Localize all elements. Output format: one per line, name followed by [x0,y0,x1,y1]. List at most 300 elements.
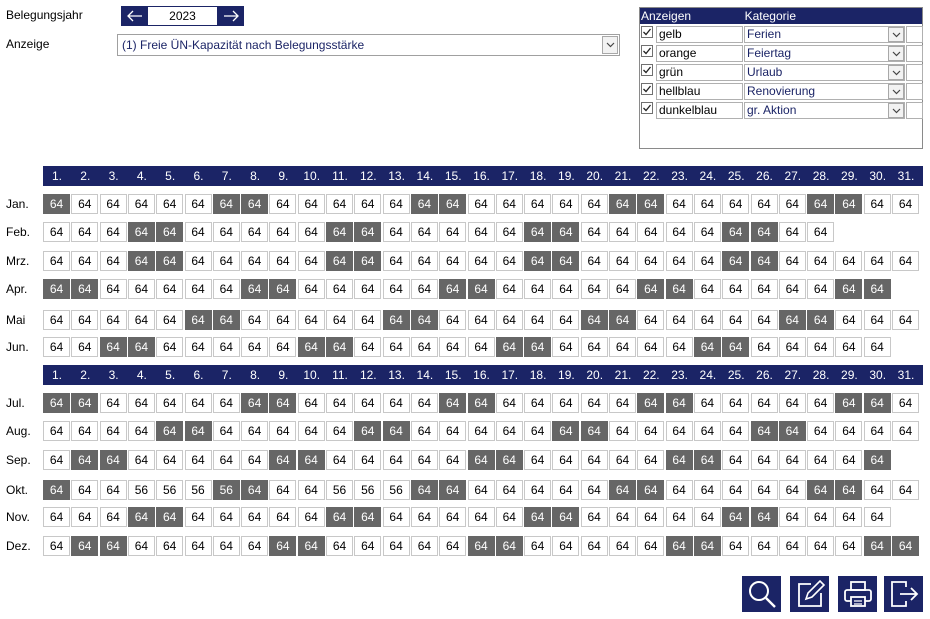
day-cell[interactable]: 64 [383,194,410,214]
day-cell[interactable]: 64 [185,279,212,299]
day-cell[interactable]: 64 [751,536,778,556]
day-cell[interactable]: 64 [524,480,551,500]
day-cell[interactable]: 64 [71,450,98,470]
day-cell[interactable]: 64 [411,480,438,500]
day-cell[interactable]: 64 [439,393,466,413]
day-cell[interactable]: 64 [269,450,296,470]
day-cell[interactable]: 64 [892,310,919,330]
day-cell[interactable]: 64 [666,536,693,556]
day-cell[interactable]: 64 [609,251,636,271]
day-cell[interactable]: 64 [751,450,778,470]
day-cell[interactable]: 64 [524,251,551,271]
day-cell[interactable]: 64 [43,310,70,330]
day-cell[interactable]: 64 [213,337,240,357]
day-cell[interactable]: 64 [666,310,693,330]
day-cell[interactable]: 64 [552,421,579,441]
day-cell[interactable]: 64 [213,194,240,214]
day-cell[interactable]: 64 [779,279,806,299]
day-cell[interactable]: 64 [666,507,693,527]
day-cell[interactable]: 64 [185,450,212,470]
print-button[interactable] [838,576,877,612]
day-cell[interactable]: 64 [439,279,466,299]
day-cell[interactable]: 64 [666,251,693,271]
day-cell[interactable]: 64 [835,393,862,413]
search-button[interactable] [742,576,781,612]
day-cell[interactable]: 64 [751,194,778,214]
day-cell[interactable]: 64 [354,310,381,330]
day-cell[interactable]: 64 [241,393,268,413]
day-cell[interactable]: 64 [666,393,693,413]
day-cell[interactable]: 64 [326,251,353,271]
day-cell[interactable]: 64 [751,251,778,271]
day-cell[interactable]: 64 [326,337,353,357]
day-cell[interactable]: 64 [100,421,127,441]
day-cell[interactable]: 64 [383,421,410,441]
day-cell[interactable]: 64 [43,194,70,214]
legend-category-select[interactable] [744,64,905,81]
day-cell[interactable]: 64 [156,536,183,556]
day-cell[interactable]: 64 [751,480,778,500]
day-cell[interactable]: 64 [609,337,636,357]
day-cell[interactable]: 64 [354,337,381,357]
day-cell[interactable]: 64 [779,310,806,330]
day-cell[interactable]: 64 [439,194,466,214]
day-cell[interactable]: 64 [637,337,664,357]
day-cell[interactable]: 64 [383,536,410,556]
day-cell[interactable]: 64 [213,310,240,330]
day-cell[interactable]: 64 [213,393,240,413]
day-cell[interactable]: 64 [864,337,891,357]
day-cell[interactable]: 64 [581,251,608,271]
day-cell[interactable]: 64 [496,507,523,527]
day-cell[interactable]: 64 [241,536,268,556]
day-cell[interactable]: 64 [241,507,268,527]
day-cell[interactable]: 64 [411,421,438,441]
day-cell[interactable]: 64 [694,450,721,470]
show-checkbox[interactable] [641,45,653,57]
day-cell[interactable]: 64 [722,450,749,470]
day-cell[interactable]: 64 [185,337,212,357]
day-cell[interactable]: 64 [581,421,608,441]
day-cell[interactable]: 64 [807,507,834,527]
day-cell[interactable]: 64 [807,393,834,413]
chevron-down-icon[interactable] [888,84,904,99]
day-cell[interactable]: 64 [43,222,70,242]
day-cell[interactable]: 64 [779,222,806,242]
day-cell[interactable]: 64 [609,450,636,470]
day-cell[interactable]: 64 [100,310,127,330]
day-cell[interactable]: 64 [609,310,636,330]
day-cell[interactable]: 64 [298,450,325,470]
day-cell[interactable]: 64 [468,536,495,556]
day-cell[interactable]: 64 [156,310,183,330]
day-cell[interactable]: 56 [354,480,381,500]
day-cell[interactable]: 64 [496,337,523,357]
day-cell[interactable]: 64 [100,507,127,527]
day-cell[interactable]: 64 [128,536,155,556]
day-cell[interactable]: 64 [807,337,834,357]
day-cell[interactable]: 64 [722,337,749,357]
day-cell[interactable]: 64 [609,507,636,527]
day-cell[interactable]: 64 [751,393,778,413]
view-select[interactable] [117,34,620,56]
day-cell[interactable]: 64 [722,480,749,500]
day-cell[interactable]: 64 [241,222,268,242]
day-cell[interactable]: 64 [128,393,155,413]
day-cell[interactable]: 64 [383,279,410,299]
day-cell[interactable]: 64 [552,222,579,242]
day-cell[interactable]: 64 [468,194,495,214]
day-cell[interactable]: 64 [354,251,381,271]
day-cell[interactable]: 64 [354,393,381,413]
day-cell[interactable]: 64 [100,337,127,357]
day-cell[interactable]: 64 [468,421,495,441]
day-cell[interactable]: 64 [383,337,410,357]
day-cell[interactable]: 64 [694,279,721,299]
day-cell[interactable]: 64 [326,279,353,299]
day-cell[interactable]: 64 [524,421,551,441]
day-cell[interactable]: 64 [524,337,551,357]
day-cell[interactable]: 64 [807,450,834,470]
day-cell[interactable]: 64 [71,251,98,271]
day-cell[interactable]: 64 [298,310,325,330]
day-cell[interactable]: 64 [552,393,579,413]
day-cell[interactable]: 64 [213,536,240,556]
day-cell[interactable]: 64 [439,421,466,441]
day-cell[interactable]: 64 [666,337,693,357]
day-cell[interactable]: 64 [241,251,268,271]
day-cell[interactable]: 64 [411,337,438,357]
day-cell[interactable]: 64 [71,480,98,500]
day-cell[interactable]: 64 [892,421,919,441]
day-cell[interactable]: 64 [269,480,296,500]
day-cell[interactable]: 64 [864,194,891,214]
day-cell[interactable]: 64 [185,222,212,242]
day-cell[interactable]: 64 [71,279,98,299]
day-cell[interactable]: 64 [241,194,268,214]
day-cell[interactable]: 64 [439,536,466,556]
day-cell[interactable]: 64 [439,507,466,527]
show-checkbox[interactable] [641,102,653,114]
day-cell[interactable]: 64 [779,337,806,357]
day-cell[interactable]: 64 [354,536,381,556]
day-cell[interactable]: 64 [581,194,608,214]
day-cell[interactable]: 56 [326,480,353,500]
day-cell[interactable]: 64 [128,222,155,242]
day-cell[interactable]: 64 [581,393,608,413]
day-cell[interactable]: 64 [892,393,919,413]
day-cell[interactable]: 64 [751,310,778,330]
day-cell[interactable]: 64 [552,507,579,527]
day-cell[interactable]: 64 [779,421,806,441]
day-cell[interactable]: 64 [581,536,608,556]
legend-category-select[interactable] [744,26,905,43]
day-cell[interactable]: 64 [892,194,919,214]
day-cell[interactable]: 64 [779,536,806,556]
day-cell[interactable]: 64 [637,194,664,214]
day-cell[interactable]: 64 [298,279,325,299]
day-cell[interactable]: 64 [298,480,325,500]
day-cell[interactable]: 64 [298,421,325,441]
day-cell[interactable]: 64 [552,450,579,470]
day-cell[interactable]: 64 [496,222,523,242]
day-cell[interactable]: 64 [694,507,721,527]
day-cell[interactable]: 64 [156,222,183,242]
day-cell[interactable]: 64 [666,222,693,242]
day-cell[interactable]: 64 [156,279,183,299]
day-cell[interactable]: 64 [524,450,551,470]
day-cell[interactable]: 64 [43,480,70,500]
day-cell[interactable]: 64 [835,536,862,556]
day-cell[interactable]: 64 [864,480,891,500]
day-cell[interactable]: 64 [128,337,155,357]
day-cell[interactable]: 64 [524,393,551,413]
day-cell[interactable]: 64 [269,222,296,242]
day-cell[interactable]: 64 [43,279,70,299]
day-cell[interactable]: 64 [751,421,778,441]
next-year-button[interactable] [217,6,244,26]
day-cell[interactable]: 64 [71,222,98,242]
day-cell[interactable]: 64 [326,393,353,413]
day-cell[interactable]: 64 [298,194,325,214]
day-cell[interactable]: 64 [71,421,98,441]
day-cell[interactable]: 64 [496,450,523,470]
day-cell[interactable]: 64 [552,251,579,271]
day-cell[interactable]: 64 [156,337,183,357]
day-cell[interactable]: 64 [71,310,98,330]
day-cell[interactable]: 64 [269,507,296,527]
day-cell[interactable]: 64 [411,222,438,242]
legend-category-select[interactable] [744,45,905,62]
show-checkbox[interactable] [641,83,653,95]
day-cell[interactable]: 64 [835,450,862,470]
day-cell[interactable]: 64 [835,194,862,214]
day-cell[interactable]: 64 [128,310,155,330]
day-cell[interactable]: 64 [722,507,749,527]
day-cell[interactable]: 64 [722,222,749,242]
day-cell[interactable]: 64 [496,310,523,330]
day-cell[interactable]: 64 [779,507,806,527]
day-cell[interactable]: 64 [269,393,296,413]
day-cell[interactable]: 64 [185,251,212,271]
day-cell[interactable]: 64 [354,421,381,441]
day-cell[interactable]: 64 [694,480,721,500]
day-cell[interactable]: 64 [411,450,438,470]
day-cell[interactable]: 64 [524,310,551,330]
day-cell[interactable]: 64 [552,480,579,500]
day-cell[interactable]: 64 [609,222,636,242]
day-cell[interactable]: 64 [694,222,721,242]
day-cell[interactable]: 64 [666,480,693,500]
day-cell[interactable]: 64 [722,393,749,413]
day-cell[interactable]: 64 [864,393,891,413]
day-cell[interactable]: 64 [298,393,325,413]
day-cell[interactable]: 64 [722,194,749,214]
day-cell[interactable]: 64 [637,421,664,441]
day-cell[interactable]: 64 [722,310,749,330]
day-cell[interactable]: 64 [156,421,183,441]
day-cell[interactable]: 64 [864,507,891,527]
day-cell[interactable]: 64 [581,337,608,357]
day-cell[interactable]: 64 [326,450,353,470]
day-cell[interactable]: 64 [637,450,664,470]
day-cell[interactable]: 64 [269,536,296,556]
day-cell[interactable]: 64 [241,480,268,500]
day-cell[interactable]: 64 [100,194,127,214]
day-cell[interactable]: 64 [609,279,636,299]
day-cell[interactable]: 64 [71,536,98,556]
day-cell[interactable]: 64 [666,279,693,299]
day-cell[interactable]: 64 [43,251,70,271]
day-cell[interactable]: 64 [354,194,381,214]
day-cell[interactable]: 64 [694,536,721,556]
day-cell[interactable]: 64 [383,507,410,527]
day-cell[interactable]: 64 [751,337,778,357]
day-cell[interactable]: 64 [43,536,70,556]
day-cell[interactable]: 64 [722,536,749,556]
day-cell[interactable]: 64 [156,393,183,413]
exit-button[interactable] [884,576,923,612]
day-cell[interactable]: 64 [354,507,381,527]
day-cell[interactable]: 64 [609,194,636,214]
day-cell[interactable]: 64 [269,194,296,214]
day-cell[interactable]: 64 [581,279,608,299]
day-cell[interactable]: 64 [864,279,891,299]
day-cell[interactable]: 64 [128,194,155,214]
year-value[interactable]: 2023 [148,6,217,26]
prev-year-button[interactable] [121,6,148,26]
day-cell[interactable]: 64 [751,222,778,242]
day-cell[interactable]: 64 [269,310,296,330]
day-cell[interactable]: 64 [524,279,551,299]
day-cell[interactable]: 64 [241,337,268,357]
day-cell[interactable]: 64 [496,279,523,299]
day-cell[interactable]: 64 [439,251,466,271]
day-cell[interactable]: 64 [326,194,353,214]
day-cell[interactable]: 64 [241,450,268,470]
day-cell[interactable]: 64 [609,421,636,441]
day-cell[interactable]: 64 [241,279,268,299]
day-cell[interactable]: 64 [439,450,466,470]
day-cell[interactable]: 64 [496,421,523,441]
day-cell[interactable]: 64 [43,421,70,441]
day-cell[interactable]: 64 [496,536,523,556]
day-cell[interactable]: 64 [807,536,834,556]
day-cell[interactable]: 64 [666,194,693,214]
day-cell[interactable]: 64 [43,393,70,413]
day-cell[interactable]: 64 [864,536,891,556]
day-cell[interactable]: 64 [468,279,495,299]
day-cell[interactable]: 64 [326,222,353,242]
day-cell[interactable]: 64 [637,536,664,556]
day-cell[interactable]: 64 [298,507,325,527]
day-cell[interactable]: 64 [411,279,438,299]
day-cell[interactable]: 64 [213,279,240,299]
day-cell[interactable]: 64 [411,310,438,330]
day-cell[interactable]: 64 [468,393,495,413]
day-cell[interactable]: 64 [637,393,664,413]
day-cell[interactable]: 64 [241,310,268,330]
day-cell[interactable]: 64 [71,507,98,527]
day-cell[interactable]: 64 [892,536,919,556]
day-cell[interactable]: 64 [269,251,296,271]
day-cell[interactable]: 64 [269,337,296,357]
chevron-down-icon[interactable] [888,27,904,42]
day-cell[interactable]: 64 [439,337,466,357]
day-cell[interactable]: 64 [43,450,70,470]
day-cell[interactable]: 64 [807,310,834,330]
day-cell[interactable]: 64 [581,507,608,527]
day-cell[interactable]: 64 [637,507,664,527]
day-cell[interactable]: 64 [185,393,212,413]
day-cell[interactable]: 64 [751,279,778,299]
day-cell[interactable]: 64 [383,450,410,470]
day-cell[interactable]: 64 [383,222,410,242]
day-cell[interactable]: 64 [411,393,438,413]
day-cell[interactable]: 64 [864,421,891,441]
day-cell[interactable]: 64 [383,251,410,271]
day-cell[interactable]: 64 [156,251,183,271]
day-cell[interactable]: 64 [637,279,664,299]
day-cell[interactable]: 64 [100,480,127,500]
day-cell[interactable]: 64 [71,337,98,357]
day-cell[interactable]: 64 [552,310,579,330]
day-cell[interactable]: 56 [213,480,240,500]
day-cell[interactable]: 64 [185,310,212,330]
legend-category-select[interactable] [744,102,905,119]
day-cell[interactable]: 64 [128,507,155,527]
day-cell[interactable]: 64 [779,450,806,470]
day-cell[interactable]: 64 [751,507,778,527]
day-cell[interactable]: 64 [835,421,862,441]
day-cell[interactable]: 56 [156,480,183,500]
day-cell[interactable]: 64 [694,310,721,330]
day-cell[interactable]: 64 [779,251,806,271]
day-cell[interactable]: 64 [666,450,693,470]
day-cell[interactable]: 64 [71,393,98,413]
day-cell[interactable]: 64 [637,480,664,500]
day-cell[interactable]: 64 [581,310,608,330]
day-cell[interactable]: 64 [694,194,721,214]
day-cell[interactable]: 64 [439,222,466,242]
day-cell[interactable]: 64 [468,450,495,470]
show-checkbox[interactable] [641,64,653,76]
day-cell[interactable]: 64 [326,536,353,556]
day-cell[interactable]: 64 [411,536,438,556]
day-cell[interactable]: 56 [185,480,212,500]
day-cell[interactable]: 64 [468,507,495,527]
day-cell[interactable]: 64 [71,194,98,214]
day-cell[interactable]: 64 [807,222,834,242]
day-cell[interactable]: 64 [213,450,240,470]
day-cell[interactable]: 64 [864,251,891,271]
day-cell[interactable]: 64 [864,450,891,470]
day-cell[interactable]: 64 [722,279,749,299]
day-cell[interactable]: 64 [128,421,155,441]
day-cell[interactable]: 64 [694,393,721,413]
day-cell[interactable]: 64 [43,337,70,357]
day-cell[interactable]: 64 [269,421,296,441]
day-cell[interactable]: 64 [637,222,664,242]
legend-category-select[interactable] [744,83,905,100]
day-cell[interactable]: 64 [807,194,834,214]
day-cell[interactable]: 64 [496,393,523,413]
day-cell[interactable]: 64 [100,536,127,556]
day-cell[interactable]: 64 [496,251,523,271]
day-cell[interactable]: 64 [468,480,495,500]
chevron-down-icon[interactable] [888,103,904,118]
day-cell[interactable]: 64 [468,337,495,357]
